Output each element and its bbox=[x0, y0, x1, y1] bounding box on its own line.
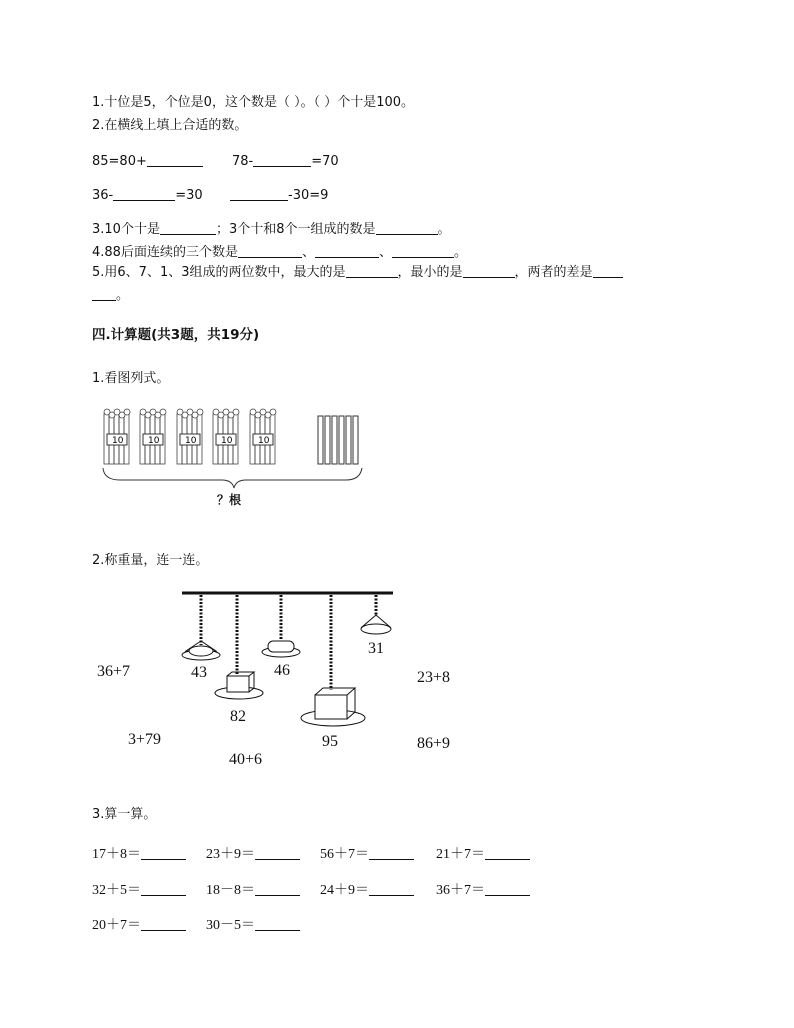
stick-bundle bbox=[177, 409, 203, 464]
problem-1-title: 1.看图列式。 bbox=[92, 371, 170, 386]
answer-blank[interactable] bbox=[255, 882, 300, 896]
expression-23-8[interactable]: 23+8 bbox=[417, 669, 451, 686]
expression-86-9[interactable]: 86+9 bbox=[417, 735, 451, 752]
answer-blank[interactable] bbox=[230, 187, 288, 201]
question-2-title: 2.在横线上填上合适的数。 bbox=[92, 118, 248, 133]
answer-blank[interactable] bbox=[92, 287, 116, 301]
answer-blank[interactable] bbox=[485, 846, 530, 860]
bundles-figure bbox=[0, 400, 794, 520]
calc-item: 23＋9＝ bbox=[206, 843, 300, 863]
scale-pan-95 bbox=[301, 688, 365, 726]
answer-blank[interactable] bbox=[255, 846, 300, 860]
question-2-row-2: 36- =30 bbox=[92, 188, 203, 203]
answer-blank[interactable] bbox=[485, 882, 530, 896]
curly-brace bbox=[103, 468, 362, 488]
stick-bundle bbox=[104, 409, 130, 464]
answer-blank[interactable] bbox=[376, 221, 438, 235]
calc-item: 21＋7＝ bbox=[436, 843, 530, 863]
question-2-row-1b: 78- =70 bbox=[232, 154, 339, 169]
weight-label-31: 31 bbox=[368, 640, 384, 657]
weight-label-82: 82 bbox=[230, 708, 246, 725]
answer-blank[interactable] bbox=[253, 153, 311, 167]
problem-2-title: 2.称重量，连一连。 bbox=[92, 553, 209, 568]
problem-3-title: 3.算一算。 bbox=[92, 807, 157, 822]
scale-figure bbox=[0, 585, 794, 785]
bundle-label: 10 bbox=[221, 436, 233, 446]
weight-label-95: 95 bbox=[322, 733, 338, 750]
question-3: 3.10个十是 ；3个十和8个一组成的数是 。 bbox=[92, 222, 451, 237]
bundle-label: 10 bbox=[258, 436, 270, 446]
bundle-label: 10 bbox=[185, 436, 197, 446]
brace-label: ？根 bbox=[217, 493, 242, 507]
scale-pan-31 bbox=[361, 615, 391, 634]
question-4: 4.88后面连续的三个数是 、 、 。 bbox=[92, 245, 467, 260]
answer-blank[interactable] bbox=[315, 244, 379, 258]
calc-item: 24＋9＝ bbox=[320, 879, 414, 899]
calc-item: 20＋7＝ bbox=[92, 914, 186, 934]
question-5: 5.用6、7、1、3组成的两位数中，最大的是 ，最小的是 ，两者的差是 bbox=[92, 264, 623, 282]
calc-item: 56＋7＝ bbox=[320, 843, 414, 863]
scale-pan-82 bbox=[215, 672, 263, 699]
scale-pan-43 bbox=[182, 641, 220, 660]
answer-blank[interactable] bbox=[346, 264, 398, 278]
answer-blank[interactable] bbox=[392, 244, 454, 258]
scale-pan-46 bbox=[262, 641, 300, 657]
answer-blank[interactable] bbox=[369, 882, 414, 896]
weight-label-46: 46 bbox=[274, 662, 290, 679]
calc-item: 17＋8＝ bbox=[92, 843, 186, 863]
section-heading: 四.计算题(共3题，共19分) bbox=[92, 327, 260, 343]
answer-blank[interactable] bbox=[238, 244, 302, 258]
answer-blank[interactable] bbox=[369, 846, 414, 860]
calc-item: 30－5＝ bbox=[206, 914, 300, 934]
calc-item: 32＋5＝ bbox=[92, 879, 186, 899]
bundle-label: 10 bbox=[112, 436, 124, 446]
answer-blank[interactable] bbox=[160, 221, 216, 235]
loose-sticks bbox=[318, 416, 358, 464]
answer-blank[interactable] bbox=[593, 264, 623, 278]
stick-bundle bbox=[250, 409, 276, 464]
calc-item: 36＋7＝ bbox=[436, 879, 530, 899]
question-2-row-1: 85=80+ bbox=[92, 153, 203, 171]
stick-bundle bbox=[140, 409, 166, 464]
calc-item: 18－8＝ bbox=[206, 879, 300, 899]
answer-blank[interactable] bbox=[141, 917, 186, 931]
bundle-label: 10 bbox=[148, 436, 160, 446]
expression-36-7[interactable]: 36+7 bbox=[97, 663, 131, 680]
question-1: 1.十位是5，个位是0，这个数是（ ）。（ ）个十是100。 bbox=[92, 95, 415, 110]
answer-blank[interactable] bbox=[255, 917, 300, 931]
question-2-row-2b: -30=9 bbox=[230, 187, 328, 205]
answer-blank[interactable] bbox=[113, 187, 175, 201]
answer-blank[interactable] bbox=[463, 264, 515, 278]
answer-blank[interactable] bbox=[141, 882, 186, 896]
answer-blank[interactable] bbox=[147, 153, 203, 167]
expression-40-6[interactable]: 40+6 bbox=[229, 751, 263, 768]
answer-blank[interactable] bbox=[141, 846, 186, 860]
question-5-cont: 。 bbox=[92, 287, 129, 305]
weight-label-43: 43 bbox=[191, 664, 207, 681]
stick-bundle bbox=[213, 409, 239, 464]
expression-3-79[interactable]: 3+79 bbox=[128, 731, 162, 748]
